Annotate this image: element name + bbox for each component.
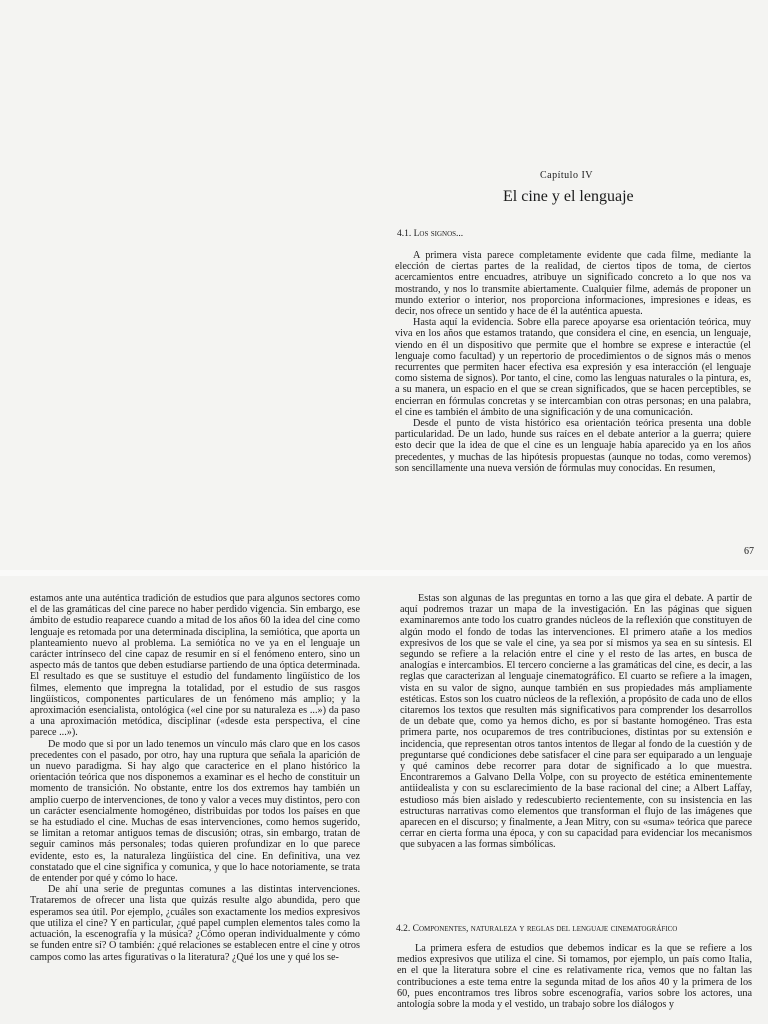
paragraph: A primera vista parece completamente evidente que cada filme, mediante la elección de ciertas partes de la realidad, de ciertos tipos de toma, de ciertos acercamientos entre encuadres, atribuye un significado concreto a lo que nos va mostrando, y nos lo transmite abiertamente. Cualquier filme, además de proponer un mundo exterior o interior, nos proporciona informaciones, impresiones e ideas, es decir, nos ofrece un sentido y hace de él la auténtica apuesta.: [395, 250, 751, 318]
chapter-label: Capítulo IV: [540, 170, 593, 181]
top-text-column: [395, 250, 751, 474]
section-heading-4-2: 4.2. Componentes, naturaleza y reglas del lenguaje cinematográfico: [396, 924, 678, 934]
left-text-column: [30, 593, 360, 963]
right-text-column: [400, 593, 752, 851]
section-heading-4-1: 4.1. Los signos...: [397, 229, 464, 239]
page-divider: [0, 570, 768, 576]
chapter-title: El cine y el lenguaje: [503, 188, 634, 205]
page-number: 67: [744, 546, 754, 557]
paragraph: Hasta aquí la evidencia. Sobre ella parece apoyarse esa orientación teórica, muy viva en los años que estamos tratando, que considera el cine, en esencia, un lenguaje, viendo en él un dispositivo que permite que el hombre se exprese e interactúe (el lenguaje como facultad) y un repertorio de procedimientos o de signos más o menos recurrentes que permiten hacer efectiva esa expresión y esa interacción (el lenguaje como sistema de signos). Por tanto, el cine, como las lenguas naturales o la pintura, es, a su manera, un espacio en el que se crean significados, que se hacen perceptibles, se encierran en fórmulas concretas y se intercambian con otras personas; en una palabra, el cine es también el ámbito de una significación y de una comunicación.: [395, 317, 751, 418]
paragraph: Desde el punto de vista histórico esa orientación teórica presenta una doble particularidad. De un lado, hunde sus raíces en el debate anterior a la guerra; quiere esto decir que la idea de que el cine es un lenguaje había aparecido ya en los años precedentes, y muchas de las hipótesis propuestas (aunque no todas, como veremos) son sencillamente una nueva versión de fórmulas muy conocidas. En resumen,: [395, 418, 751, 474]
right-text-column-lower: [397, 943, 752, 1010]
paragraph: La primera esfera de estudios que debemos indicar es la que se refiere a los medios expresivos que utiliza el cine. Si tomamos, por ejemplo, un país como Italia, en el que la literatura sobre el cine es relativamente rica, vemos que no faltan las contribuciones a este tema entre la segunda mitad de los años 40 y la primera de los 60, pues encontramos tres libros sobre escenografía, varios sobre los actores, una antología sobre la moda y el vestido, un trabajo sobre los diálogos y: [397, 943, 752, 1011]
paragraph: De modo que si por un lado tenemos un vínculo más claro que en los casos precedentes con el pasado, por otro, hay una ruptura que señala la aparición de un nuevo paradigma. Si hay algo que caracterice en el plano histórico la orientación teórica que nos disponemos a examinar es el hecho de constituir un momento de transición. No obstante, entre los dos extremos hay también un amplio cuerpo de intervenciones, de tono y valor a veces muy distintos, pero con un carácter esencialmente homogéneo, distribuidas por todos los países en que se ha estudiado el cine. Muchas de esas intervenciones, como hemos sugerido, se limitan a retomar antiguos temas de discusión; otras, sin embargo, tratan de seguir caminos más personales; todas quieren profundizar en lo que parece evidente, esto es, la naturaleza lingüística del cine. En definitiva, una vez constatado que el cine significa y comunica, y que lo hace notoriamente, se trata de entender por qué y cómo lo hace.: [30, 738, 360, 885]
paragraph: Estas son algunas de las preguntas en torno a las que gira el debate. A partir de aquí podremos trazar un mapa de la investigación. En las páginas que siguen examinaremos ante todo los cuatro grandes núcleos de la reflexión que constituyen de algún modo el fondo de todas las intervenciones. El primero atañe a los medios expresivos de los que se vale el cine, ya sea por sí mismos ya sea en su síntesis. El segundo se refiere a la relación entre el cine y el resto de las artes, en busca de analogías e intercambios. El tercero concierne a las gramáticas del cine, es decir, a las reglas que caracterizan al lenguaje cinematográfico. El cuarto se refiere a la imagen, vista en su valor de signo, aunque también en sus propiedades más ampliamente estéticas. Estos son los cuatro núcleos de la reflexión, a propósito de cada uno de ellos citaremos los textos que resulten más significativos para comprender los desarrollos de un debate que, como ya hemos dicho, es por sí bastante homogéneo. Tras esta primera parte, nos ocuparemos de tres contribuciones, distintas por su extensión e incidencia, que representan otros tantos intentos de llegar al fondo de la cuestión y de preguntarse qué condiciones debe satisfacer el cine para ser equiparado a un lenguaje y qué caminos debe recorrer para dotar de significado a lo que muestra. Encontraremos a Galvano Della Volpe, con su proyecto de estética eminentemente antiidealista y con su esclarecimiento de la base racional del cine; a Albert Laffay, estudioso más bien aislado y redescubierto recientemente, con su insistencia en las estructuras narrativas como elementos que transforman el flujo de las imágenes que aparecen en el discurso; y finalmente, a Jean Mitry, con su «suma» teórica que parece cerrar en cierta forma una época, y con su capacidad para evidenciar los mecanismos que subyacen a las formas simbólicas.: [400, 593, 752, 851]
paragraph: De ahí una serie de preguntas comunes a las distintas intervenciones. Trataremos de ofrecer una lista que quizás resulte algo abundida, pero que esperamos sea útil. Por ejemplo, ¿cuáles son exactamente los medios expresivos que utiliza el cine? Y en particular, ¿qué papel cumplen elementos tales como la actuación, la escenografía y la música? ¿Cómo operan individualmente y cómo se funden entre sí? O también: ¿qué relaciones se establecen entre el cine y otros campos como las artes figurativas o la literatura? ¿Qué los une y qué los se-: [30, 884, 360, 963]
paragraph: estamos ante una auténtica tradición de estudios que para algunos sectores como el de las gramáticas del cine parece no haber perdido vigencia. Sin embargo, ese ámbito de estudio reaparece cuando a mitad de los años 60 la idea del cine como lenguaje es retomada por una determinada disciplina, la semiótica, que aporta un planteamiento nuevo al problema. La semiótica no ve ya en el lenguaje un carácter intrínseco del cine capaz de resumir en sí el fenómeno entero, sino un aspecto más de tantos que deben estudiarse partiendo de una óptica determinada. El resultado es que se sustituye el estudio del fundamento lingüístico de los filmes, elemento que impregna la totalidad, por el estudio de sus rasgos lingüísticos, componentes particulares de un fenómeno más amplio; y la aproximación esencialista, ontológica («el cine por su naturaleza es ...») da paso a una aproximación metódica, disciplinar («desde esta perspectiva, el cine parece ...»).: [30, 593, 360, 739]
